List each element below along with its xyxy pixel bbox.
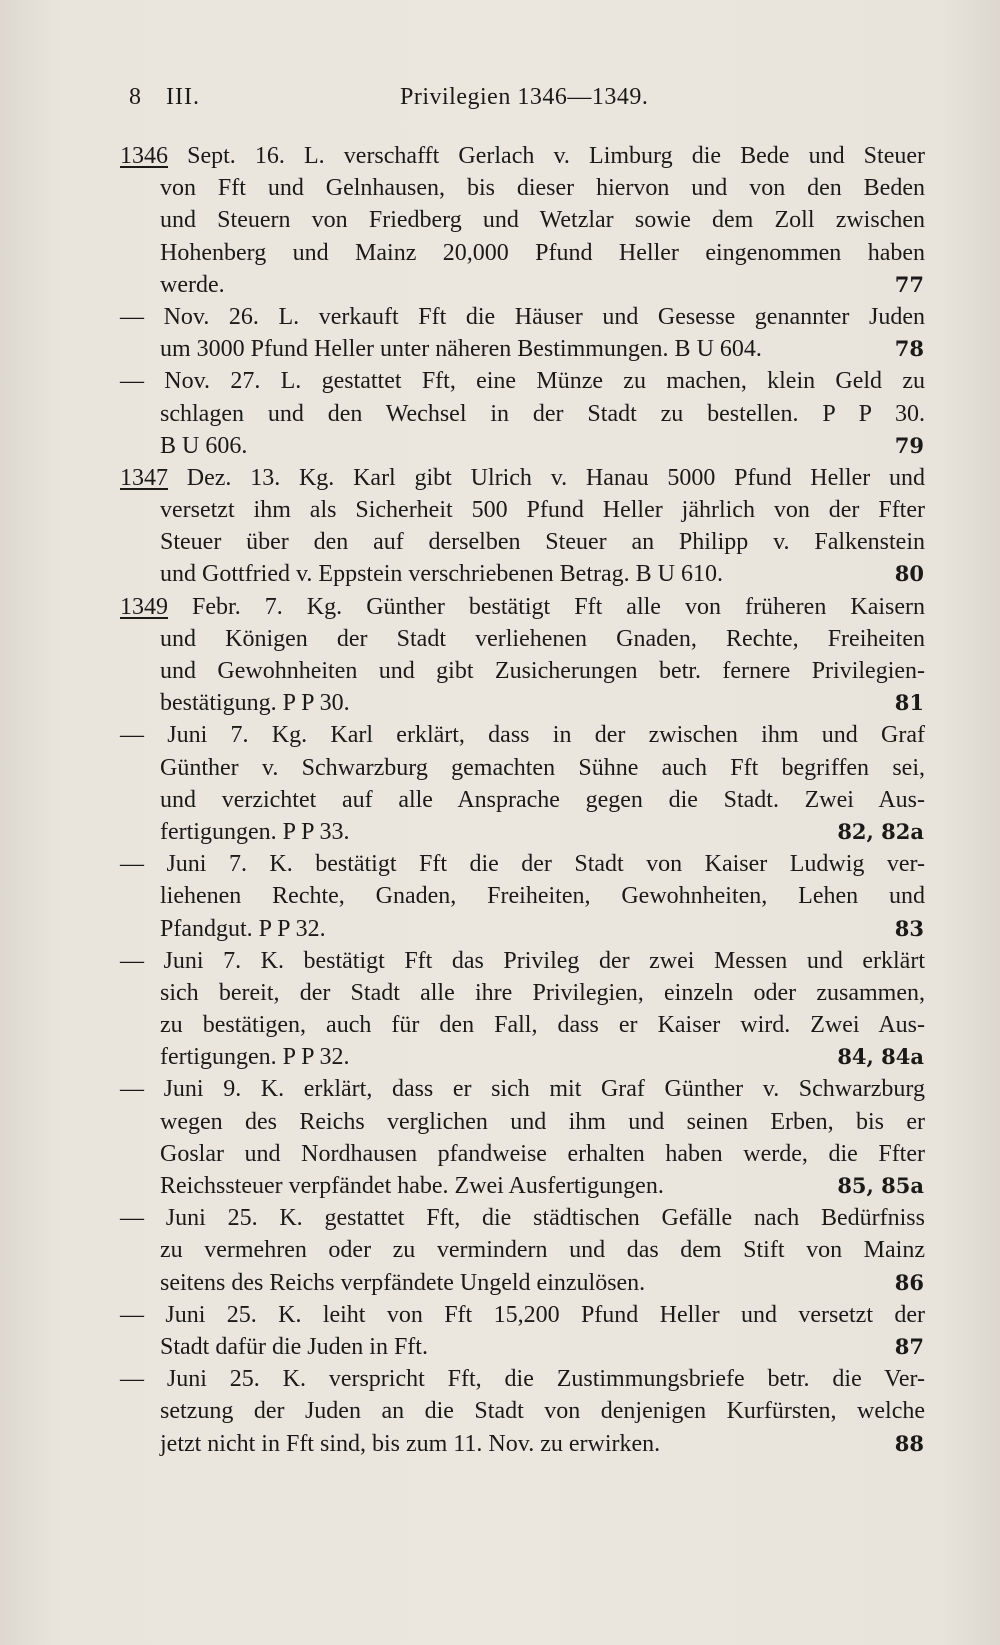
entry-line	[120, 848, 924, 880]
entry-year: 1349	[120, 593, 168, 620]
entry-text-content: — Juni 7. K. bestätigt Fft die der Stadt von Kaiser Ludwig ver-	[120, 851, 925, 878]
entry-line	[120, 880, 924, 912]
entry-text-content: und Königen der Stadt verliehenen Gnaden, Rechte, Freiheiten	[160, 625, 925, 652]
entry-line	[120, 333, 924, 365]
entry-text-content: — Nov. 26. L. verkauft Fft die Häuser und Gesesse genannter Juden	[120, 303, 925, 330]
entry-text-content: schlagen und den Wechsel in der Stadt zu bestellen. P P 30.	[160, 400, 925, 427]
entry-line	[120, 687, 924, 719]
entry-text-content: Goslar und Nordhausen pfandweise erhalten haben werde, die Ffter	[160, 1140, 925, 1167]
entry-text	[160, 1267, 645, 1299]
entry-text-content: fertigungen. P P 33.	[160, 818, 350, 845]
entry-number: 86	[894, 1269, 924, 1295]
regest-entry	[120, 462, 924, 591]
entry-text	[160, 816, 350, 848]
entry-text	[160, 526, 925, 558]
entry-text-content: — Juni 7. Kg. Karl erklärt, dass in der zwischen ihm und Graf	[120, 722, 925, 749]
regest-entry	[120, 945, 924, 1074]
entry-line	[120, 1267, 924, 1299]
entry-text-content: wegen des Reichs verglichen und ihm und seinen Erben, bis er	[160, 1108, 925, 1135]
entry-number: 88	[894, 1430, 924, 1456]
entry-text	[120, 945, 925, 977]
regest-entry	[120, 591, 924, 720]
entry-text	[160, 430, 247, 462]
entry-text	[120, 301, 925, 333]
entry-number: 85, 85a	[837, 1173, 924, 1198]
entry-line	[120, 1428, 924, 1460]
entry-text-content: — Juni 25. K. gestattet Fft, die städtischen Gefälle nach Bedürfniss	[120, 1205, 925, 1232]
entry-line	[120, 913, 924, 945]
entry-text-content: liehenen Rechte, Gnaden, Freiheiten, Gewohnheiten, Lehen und	[160, 883, 925, 910]
entry-line	[120, 526, 924, 558]
entry-text	[160, 1234, 925, 1266]
regest-entry	[120, 1363, 924, 1460]
entry-line	[120, 752, 924, 784]
entry-text	[160, 494, 925, 526]
entry-text-content: werde.	[160, 271, 225, 298]
entry-text	[160, 1428, 660, 1460]
entry-line	[120, 1041, 924, 1073]
entry-text-content: versetzt ihm als Sicherheit 500 Pfund Heller jährlich von der Ffter	[160, 497, 925, 524]
entry-year: 1347	[120, 464, 168, 491]
entry-text	[160, 1041, 350, 1073]
entry-number: 83	[894, 915, 924, 941]
entry-text-content: Pfandgut. P P 32.	[160, 915, 326, 942]
entry-text-content: B U 606.	[160, 432, 248, 459]
entry-text-content: jetzt nicht in Fft sind, bis zum 11. Nov. zu erwirken.	[160, 1430, 661, 1457]
entry-text-content: bestätigung. P P 30.	[160, 690, 350, 717]
running-title: Privilegien 1346—1349.	[400, 84, 649, 110]
entry-line	[120, 1009, 924, 1041]
entry-text	[120, 719, 925, 751]
regest-entry	[120, 1202, 924, 1299]
entry-number: 78	[894, 336, 924, 362]
entry-text-content: und Gewohnheiten und gibt Zusicherungen betr. fernere Privilegien-	[160, 658, 925, 684]
entry-text-content: zu vermehren oder zu vermindern und das dem Stift von Mainz	[160, 1237, 925, 1264]
entry-text-content: — Nov. 27. L. gestattet Fft, eine Münze zu machen, klein Geld zu	[120, 368, 925, 395]
entry-number: 81	[894, 690, 924, 716]
entry-line	[120, 494, 924, 526]
entry-line	[120, 1299, 924, 1331]
entry-text-content: — Juni 25. K. leiht von Fft 15,200 Pfund Heller und versetzt der	[120, 1301, 925, 1328]
entry-text	[160, 204, 925, 236]
entry-line	[120, 1202, 924, 1234]
entry-text-content: Hohenberg und Mainz 20,000 Pfund Heller eingenommen haben	[160, 239, 925, 266]
entry-year: 1346	[120, 143, 168, 169]
entry-text	[160, 784, 925, 816]
entry-text	[120, 365, 925, 397]
entry-text-content: Reichssteuer verpfändet habe. Zwei Ausfertigungen.	[160, 1173, 664, 1199]
entry-line	[120, 591, 924, 623]
entry-text	[160, 172, 925, 204]
entry-line	[120, 462, 924, 494]
entry-text-content: Stadt dafür die Juden in Fft.	[160, 1333, 428, 1360]
entry-line	[120, 140, 924, 172]
entry-text	[120, 1073, 925, 1105]
entry-text-content: um 3000 Pfund Heller unter näheren Bestimmungen. B U 604.	[160, 336, 762, 363]
entry-line	[120, 1170, 924, 1202]
entry-text	[160, 1138, 925, 1170]
entry-line	[120, 1106, 924, 1138]
regest-entry	[120, 848, 924, 945]
page-header	[0, 84, 1000, 124]
entry-text	[160, 237, 925, 269]
entry-line	[120, 1234, 924, 1266]
entry-line	[120, 1073, 924, 1105]
entry-text	[160, 655, 925, 687]
entry-text	[160, 558, 723, 590]
entry-number: 80	[894, 561, 924, 587]
entry-text	[120, 1202, 925, 1234]
entry-text	[160, 1331, 428, 1363]
entry-text	[160, 687, 350, 719]
regest-entry	[120, 365, 924, 462]
regest-entry	[120, 1073, 924, 1202]
entry-line	[120, 269, 924, 301]
entry-line	[120, 237, 924, 269]
entry-text-content: und Gottfried v. Eppstein verschriebenen Betrag. B U 610.	[160, 561, 723, 588]
entry-text-content: und Steuern von Friedberg und Wetzlar sowie dem Zoll zwischen	[160, 207, 925, 234]
entry-text-content: — Juni 7. K. bestätigt Fft das Privileg der zwei Messen und erklärt	[120, 947, 925, 974]
entry-text	[160, 1106, 925, 1138]
entry-text	[160, 398, 925, 430]
entry-text-content: — Juni 9. K. erklärt, dass er sich mit Graf Günther v. Schwarzburg	[120, 1076, 925, 1103]
entry-line	[120, 719, 924, 751]
entry-text-content: seitens des Reichs verpfändete Ungeld einzulösen.	[160, 1269, 646, 1296]
entry-text-content: zu bestätigen, auch für den Fall, dass er Kaiser wird. Zwei Aus-	[160, 1012, 925, 1039]
entry-text	[120, 462, 925, 494]
entry-line	[120, 301, 924, 333]
entry-line	[120, 430, 924, 462]
entry-text-content: Günther v. Schwarzburg gemachten Sühne auch Fft begriffen sei,	[160, 754, 925, 781]
entry-line	[120, 623, 924, 655]
entry-text	[160, 1009, 925, 1041]
entry-text	[160, 1395, 925, 1427]
entry-text	[160, 880, 925, 912]
entry-text-content: fertigungen. P P 32.	[160, 1044, 350, 1071]
entry-line	[120, 816, 924, 848]
entry-line	[120, 945, 924, 977]
entry-line	[120, 977, 924, 1009]
regest-entry	[120, 301, 924, 365]
entry-text-content: Febr. 7. Kg. Günther bestätigt Fft alle von früheren Kaisern	[168, 593, 925, 620]
entry-text	[160, 752, 925, 784]
entry-text	[120, 1299, 925, 1331]
entry-text	[160, 623, 925, 655]
entry-number: 84, 84a	[837, 1044, 924, 1070]
entry-line	[120, 204, 924, 236]
entry-text-content: setzung der Juden an die Stadt von denjenigen Kurfürsten, welche	[160, 1398, 925, 1425]
entry-text	[120, 1363, 925, 1395]
entry-text	[160, 333, 762, 365]
entry-text-content: und verzichtet auf alle Ansprache gegen die Stadt. Zwei Aus-	[160, 786, 925, 813]
entry-line	[120, 172, 924, 204]
entries-list	[120, 140, 924, 1460]
entry-text-content: Dez. 13. Kg. Karl gibt Ulrich v. Hanau 5000 Pfund Heller und	[168, 464, 925, 491]
entry-number: 82, 82a	[837, 818, 924, 844]
entry-number: 79	[894, 432, 924, 458]
entry-text-content: — Juni 25. K. verspricht Fft, die Zustimmungsbriefe betr. die Ver-	[120, 1366, 925, 1393]
entry-text-content: Steuer über den auf derselben Steuer an Philipp v. Falkenstein	[160, 529, 925, 556]
entry-text-content: von Fft und Gelnhausen, bis dieser hiervon und von den Beden	[160, 175, 925, 202]
entry-text	[120, 591, 925, 623]
regest-entry	[120, 1299, 924, 1363]
regest-entry	[120, 140, 924, 301]
entry-text-content: Sept. 16. L. verschafft Gerlach v. Limburg die Bede und Steuer	[168, 143, 925, 169]
entry-line	[120, 558, 924, 590]
entry-text	[160, 977, 925, 1009]
entry-line	[120, 1331, 924, 1363]
regest-entry	[120, 719, 924, 848]
entry-line	[120, 784, 924, 816]
entry-line	[120, 655, 924, 687]
entry-number: 77	[894, 271, 924, 297]
entry-text	[120, 848, 925, 880]
volume-label: III.	[166, 84, 200, 110]
entry-line	[120, 1363, 924, 1395]
entry-text-content: sich bereit, der Stadt alle ihre Privilegien, einzeln oder zusammen,	[160, 979, 925, 1006]
entry-text	[160, 1170, 664, 1202]
entry-number: 87	[894, 1333, 924, 1359]
entry-text	[120, 140, 925, 172]
entry-text	[160, 913, 326, 945]
entry-line	[120, 1138, 924, 1170]
entry-line	[120, 365, 924, 397]
entry-line	[120, 398, 924, 430]
page-number: 8	[129, 84, 141, 110]
entry-text	[160, 269, 225, 301]
entry-line	[120, 1395, 924, 1427]
